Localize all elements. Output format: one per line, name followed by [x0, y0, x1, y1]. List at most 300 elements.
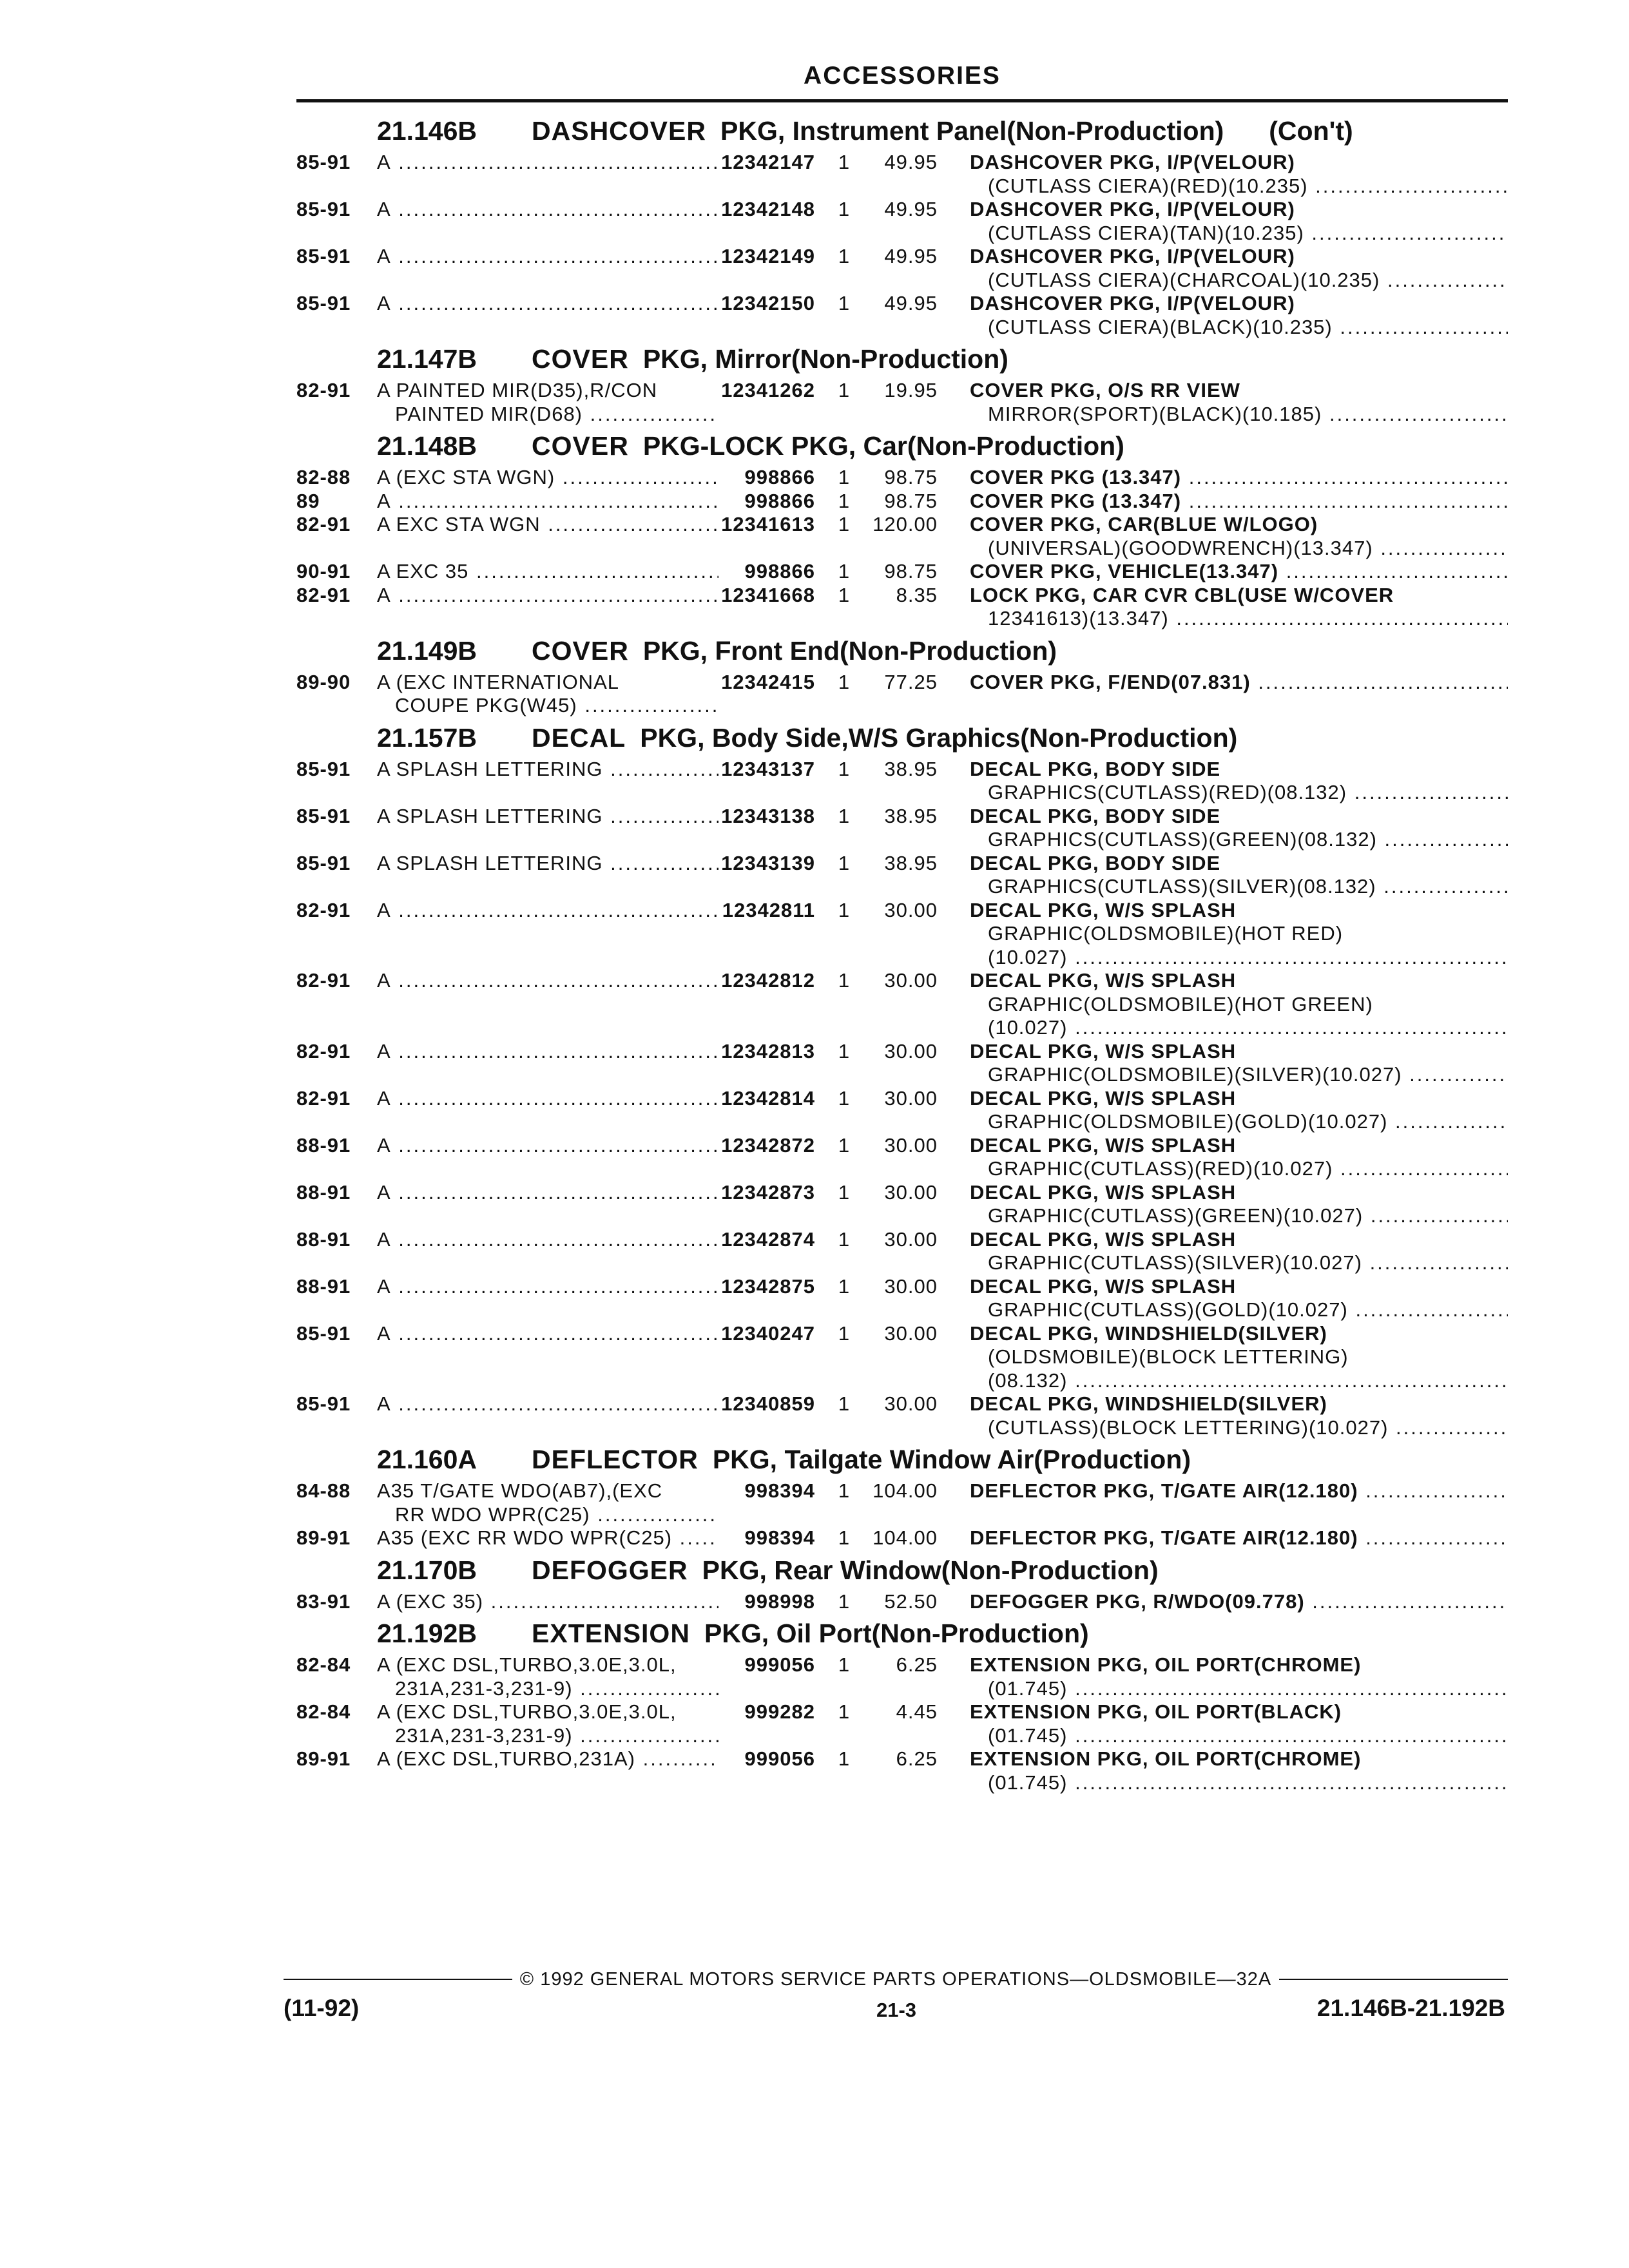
quantity: 1	[838, 1321, 851, 1345]
description-line: GRAPHIC(CUTLASS)(GOLD)(10.027) .....	[970, 1298, 1508, 1322]
table-row	[296, 379, 1508, 426]
model-application	[377, 379, 718, 426]
part-number: 998866	[744, 560, 815, 582]
model-line: A .....	[377, 1275, 718, 1299]
description-line: GRAPHICS(CUTLASS)(SILVER)(08.132) .....	[970, 875, 1508, 899]
part-number: 12342148	[721, 198, 815, 220]
model-years: 84-88	[296, 1479, 351, 1502]
part-number: 12342811	[722, 898, 815, 921]
part-description	[970, 899, 1508, 970]
quantity: 1	[838, 1653, 851, 1676]
model-years: 82-91	[296, 583, 351, 606]
description-line: COVER PKG (13.347) .....	[970, 490, 1508, 514]
description-line: EXTENSION PKG, OIL PORT(CHROME)	[970, 1653, 1362, 1676]
part-description	[970, 671, 1508, 718]
part-number: 998866	[744, 489, 815, 512]
description-line: DASHCOVER PKG, I/P(VELOUR)	[970, 151, 1295, 173]
section-keyword: EXTENSION	[532, 1619, 690, 1648]
quantity: 1	[838, 1274, 851, 1298]
model-application	[377, 805, 718, 852]
section-number: 21.149B	[377, 635, 477, 666]
description-line: (CUTLASS CIERA)(TAN)(10.235) .....	[970, 222, 1508, 245]
table-row	[296, 1747, 1508, 1794]
section-title: PKG, Body Side,W/S Graphics(Non-Production)	[640, 722, 1238, 753]
part-number: 12343139	[721, 851, 815, 874]
price: 52.50	[884, 1590, 938, 1613]
model-application	[377, 899, 718, 970]
model-line: A .....	[377, 1228, 718, 1252]
model-application	[377, 1653, 718, 1700]
table-row	[296, 1181, 1508, 1228]
part-description	[970, 1479, 1508, 1526]
model-years: 88-91	[296, 1180, 351, 1204]
section-heading	[296, 1550, 1508, 1590]
section-keyword: COVER	[532, 431, 629, 461]
section-name	[532, 1555, 1159, 1586]
quantity: 1	[838, 670, 851, 693]
model-line: A SPLASH LETTERING .....	[377, 852, 718, 876]
description-line: (01.745) .....	[970, 1771, 1508, 1795]
model-years: 85-91	[296, 1392, 351, 1415]
description-line: DECAL PKG, W/S SPLASH	[970, 1086, 1237, 1110]
model-line: A .....	[377, 245, 718, 269]
table-row	[296, 1228, 1508, 1275]
model-application	[377, 1275, 718, 1322]
section-name	[532, 1445, 1191, 1475]
part-description	[970, 852, 1508, 899]
description-line: (OLDSMOBILE)(BLOCK LETTERING)	[988, 1345, 1349, 1368]
part-description	[970, 805, 1508, 852]
footer-rule-left	[284, 1979, 512, 1980]
description-line: DECAL PKG, WINDSHIELD(SILVER)	[970, 1321, 1327, 1345]
section-number: 21.147B	[377, 344, 477, 374]
model-years: 82-91	[296, 513, 351, 535]
model-application	[377, 1134, 718, 1181]
quantity: 1	[838, 757, 851, 780]
part-description	[970, 379, 1508, 426]
model-application	[377, 466, 718, 490]
quantity: 1	[838, 1700, 851, 1723]
model-application	[377, 292, 718, 339]
quantity: 1	[838, 1526, 851, 1549]
price: 6.25	[896, 1653, 938, 1676]
description-line: COVER PKG (13.347) .....	[970, 466, 1508, 490]
description-line: (UNIVERSAL)(GOODWRENCH)(13.347) .....	[970, 537, 1508, 561]
model-years: 82-84	[296, 1700, 351, 1723]
model-line: COUPE PKG(W45) .....	[377, 694, 718, 718]
part-description	[970, 1228, 1508, 1275]
section-heading	[296, 718, 1508, 758]
section-heading	[296, 111, 1508, 151]
part-description	[970, 1181, 1508, 1228]
price: 104.00	[872, 1526, 938, 1549]
description-line: GRAPHIC(CUTLASS)(SILVER)(10.027) .....	[970, 1251, 1508, 1275]
part-description	[970, 245, 1508, 292]
part-description	[970, 151, 1508, 198]
description-line: LOCK PKG, CAR CVR CBL(USE W/COVER	[970, 583, 1394, 606]
table-row	[296, 1392, 1508, 1439]
table-row	[296, 758, 1508, 805]
model-line: PAINTED MIR(D68) .....	[377, 403, 718, 427]
quantity: 1	[838, 513, 851, 535]
model-application	[377, 1040, 718, 1087]
model-application	[377, 1087, 718, 1134]
table-row	[296, 560, 1508, 584]
description-line: GRAPHIC(CUTLASS)(GREEN)(10.027) .....	[970, 1204, 1508, 1228]
description-line: COVER PKG, F/END(07.831) .....	[970, 671, 1508, 695]
description-line: (CUTLASS CIERA)(BLACK)(10.235) .....	[970, 316, 1508, 340]
price: 98.75	[884, 466, 938, 488]
model-application	[377, 584, 718, 631]
part-number: 12341613	[721, 513, 815, 535]
section-heading	[296, 1613, 1508, 1653]
model-years: 85-91	[296, 198, 351, 220]
part-description	[970, 584, 1508, 631]
description-line: DEFOGGER PKG, R/WDO(09.778) .....	[970, 1590, 1508, 1614]
quantity: 1	[838, 1479, 851, 1502]
section-title: PKG, Mirror(Non-Production)	[642, 344, 1008, 374]
section-number: 21.148B	[377, 431, 477, 461]
description-line: COVER PKG, O/S RR VIEW	[970, 379, 1240, 401]
model-line: A (EXC INTERNATIONAL	[377, 670, 619, 693]
section-keyword: COVER	[532, 344, 629, 374]
model-application	[377, 1590, 718, 1614]
description-line: DECAL PKG, W/S SPLASH	[970, 969, 1237, 992]
part-description	[970, 1040, 1508, 1087]
table-row	[296, 1479, 1508, 1526]
model-line: A SPLASH LETTERING .....	[377, 758, 718, 782]
part-number: 12342812	[721, 969, 815, 992]
price: 38.95	[884, 804, 938, 827]
model-line: A .....	[377, 198, 718, 222]
description-line: DECAL PKG, W/S SPLASH	[970, 1227, 1237, 1251]
section-name	[532, 723, 1237, 753]
section-title: PKG, Oil Port(Non-Production)	[704, 1619, 1089, 1648]
footer-section-range: 21.146B-21.192B	[1316, 1995, 1505, 2021]
part-number: 12342874	[721, 1227, 815, 1251]
description-line: DECAL PKG, W/S SPLASH	[970, 1133, 1237, 1157]
description-line: EXTENSION PKG, OIL PORT(CHROME)	[970, 1747, 1362, 1770]
part-number: 12342150	[721, 292, 815, 314]
table-row	[296, 245, 1508, 292]
table-row	[296, 1700, 1508, 1747]
price: 49.95	[884, 292, 938, 314]
description-line: DECAL PKG, W/S SPLASH	[970, 1039, 1237, 1062]
price: 49.95	[884, 198, 938, 220]
model-line: A .....	[377, 1392, 718, 1416]
model-years: 85-91	[296, 245, 351, 267]
description-line: GRAPHIC(OLDSMOBILE)(GOLD)(10.027) .....	[970, 1110, 1508, 1134]
model-line: A .....	[377, 584, 718, 608]
table-row	[296, 490, 1508, 514]
model-line: RR WDO WPR(C25) .....	[377, 1503, 718, 1527]
model-years: 82-84	[296, 1653, 351, 1676]
quantity: 1	[838, 198, 851, 220]
table-row	[296, 1087, 1508, 1134]
page-header-title: ACCESSORIES	[804, 62, 1001, 90]
model-years: 89-91	[296, 1526, 351, 1549]
model-years: 89	[296, 489, 320, 512]
model-years: 85-91	[296, 1321, 351, 1345]
table-row	[296, 852, 1508, 899]
quantity: 1	[838, 1590, 851, 1613]
model-application	[377, 969, 718, 1040]
section-name	[532, 344, 1008, 374]
part-number: 12342147	[721, 151, 815, 173]
part-number: 12342415	[721, 670, 815, 693]
part-number: 12342814	[721, 1086, 815, 1110]
model-line: A .....	[377, 969, 718, 993]
description-line: GRAPHICS(CUTLASS)(GREEN)(08.132) .....	[970, 828, 1508, 852]
table-row	[296, 899, 1508, 970]
part-number: 12342872	[721, 1133, 815, 1157]
model-application	[377, 513, 718, 560]
model-application	[377, 1228, 718, 1275]
part-description	[970, 198, 1508, 245]
section-keyword: DEFLECTOR	[532, 1445, 699, 1474]
quantity: 1	[838, 151, 851, 173]
part-description	[970, 490, 1508, 514]
model-application	[377, 852, 718, 899]
footer-copyright: © 1992 GENERAL MOTORS SERVICE PARTS OPERATIONS—OLDSMOBILE—32A	[519, 1968, 1272, 1990]
model-application	[377, 1181, 718, 1228]
table-row	[296, 1526, 1508, 1550]
quantity: 1	[838, 379, 851, 401]
price: 6.25	[896, 1747, 938, 1770]
quantity: 1	[838, 1227, 851, 1251]
part-number: 12343138	[721, 804, 815, 827]
price: 30.00	[884, 1321, 938, 1345]
table-row	[296, 805, 1508, 852]
model-years: 85-91	[296, 804, 351, 827]
description-line: EXTENSION PKG, OIL PORT(BLACK)	[970, 1700, 1342, 1723]
part-number: 999056	[744, 1747, 815, 1770]
part-description	[970, 969, 1508, 1040]
header-rule	[296, 99, 1508, 102]
price: 77.25	[884, 670, 938, 693]
quantity: 1	[838, 1747, 851, 1770]
description-line: GRAPHIC(OLDSMOBILE)(SILVER)(10.027) .....	[970, 1063, 1508, 1087]
table-row	[296, 292, 1508, 339]
model-line: A .....	[377, 1040, 718, 1064]
model-line: A EXC 35 .....	[377, 560, 718, 584]
quantity: 1	[838, 1180, 851, 1204]
model-years: 89-90	[296, 670, 351, 693]
model-years: 82-91	[296, 1039, 351, 1062]
table-row	[296, 198, 1508, 245]
part-number: 12341262	[721, 379, 815, 401]
description-line: DECAL PKG, W/S SPLASH	[970, 1274, 1237, 1298]
table-row	[296, 151, 1508, 198]
quantity: 1	[838, 1039, 851, 1062]
description-line: DEFLECTOR PKG, T/GATE AIR(12.180) .....	[970, 1526, 1508, 1550]
description-line: GRAPHIC(CUTLASS)(RED)(10.027) .....	[970, 1157, 1508, 1181]
part-description	[970, 1700, 1508, 1747]
table-row	[296, 1590, 1508, 1614]
description-line: (CUTLASS CIERA)(RED)(10.235) .....	[970, 175, 1508, 198]
section-title: PKG, Rear Window(Non-Production)	[702, 1555, 1159, 1585]
section-continued: (Con't)	[1269, 116, 1353, 146]
section-number: 21.146B	[377, 116, 477, 146]
description-line: GRAPHIC(OLDSMOBILE)(HOT RED)	[988, 922, 1344, 945]
table-row	[296, 1322, 1508, 1393]
section-keyword: COVER	[532, 635, 629, 666]
model-years: 82-91	[296, 898, 351, 921]
section-heading	[296, 426, 1508, 466]
price: 30.00	[884, 1180, 938, 1204]
price: 98.75	[884, 560, 938, 582]
part-description	[970, 1392, 1508, 1439]
table-row	[296, 1275, 1508, 1322]
model-line: A EXC STA WGN .....	[377, 513, 718, 537]
table-row	[296, 584, 1508, 631]
model-years: 85-91	[296, 151, 351, 173]
footer-rule-right	[1279, 1979, 1508, 1980]
model-line: A .....	[377, 1181, 718, 1205]
model-application	[377, 1392, 718, 1439]
table-row	[296, 1653, 1508, 1700]
quantity: 1	[838, 1392, 851, 1415]
model-application	[377, 151, 718, 198]
description-line: DASHCOVER PKG, I/P(VELOUR)	[970, 245, 1295, 267]
part-number: 998394	[744, 1479, 815, 1502]
description-line: DECAL PKG, W/S SPLASH	[970, 898, 1237, 921]
model-application	[377, 490, 718, 514]
description-line: DECAL PKG, BODY SIDE	[970, 804, 1221, 827]
quantity: 1	[838, 489, 851, 512]
price: 19.95	[884, 379, 938, 401]
model-line: A35 T/GATE WDO(AB7),(EXC	[377, 1479, 663, 1502]
part-number: 12342813	[721, 1039, 815, 1062]
model-application	[377, 198, 718, 245]
part-number: 12342875	[721, 1274, 815, 1298]
footer-copyright-line	[284, 1966, 1508, 1992]
model-application	[377, 1747, 718, 1794]
section-title: PKG, Tailgate Window Air(Production)	[712, 1445, 1191, 1474]
quantity: 1	[838, 1133, 851, 1157]
description-line: (01.745) .....	[970, 1677, 1508, 1701]
part-description	[970, 466, 1508, 490]
section-heading	[296, 1439, 1508, 1479]
section-number: 21.170B	[377, 1555, 477, 1585]
price: 38.95	[884, 757, 938, 780]
quantity: 1	[838, 583, 851, 606]
model-line: A PAINTED MIR(D35),R/CON	[377, 379, 658, 401]
description-line: DASHCOVER PKG, I/P(VELOUR)	[970, 292, 1295, 314]
model-line: A .....	[377, 1134, 718, 1158]
section-number: 21.157B	[377, 722, 477, 753]
model-application	[377, 245, 718, 292]
part-description	[970, 1322, 1508, 1393]
part-description	[970, 1590, 1508, 1614]
model-line: A .....	[377, 151, 718, 175]
model-line: A .....	[377, 1322, 718, 1346]
table-row	[296, 513, 1508, 560]
model-application	[377, 560, 718, 584]
model-application	[377, 758, 718, 805]
description-line: (CUTLASS CIERA)(CHARCOAL)(10.235) .....	[970, 269, 1508, 293]
part-number: 12342149	[721, 245, 815, 267]
part-description	[970, 1087, 1508, 1134]
quantity: 1	[838, 292, 851, 314]
model-application	[377, 1700, 718, 1747]
price: 8.35	[896, 583, 938, 606]
description-line: (10.027) .....	[970, 1016, 1508, 1040]
model-years: 82-91	[296, 969, 351, 992]
quantity: 1	[838, 1086, 851, 1110]
model-years: 88-91	[296, 1274, 351, 1298]
model-years: 90-91	[296, 560, 351, 582]
part-number: 998866	[744, 466, 815, 488]
quantity: 1	[838, 851, 851, 874]
description-line: COVER PKG, CAR(BLUE W/LOGO)	[970, 513, 1318, 535]
part-description	[970, 1134, 1508, 1181]
part-description	[970, 1526, 1508, 1550]
price: 30.00	[884, 969, 938, 992]
table-row	[296, 969, 1508, 1040]
section-keyword: DASHCOVER	[532, 116, 706, 146]
quantity: 1	[838, 560, 851, 582]
model-years: 83-91	[296, 1590, 351, 1613]
model-line: A (EXC DSL,TURBO,231A) .....	[377, 1747, 718, 1771]
part-description	[970, 1653, 1508, 1700]
part-number: 998394	[744, 1526, 815, 1549]
model-line: A .....	[377, 490, 718, 514]
model-application	[377, 671, 718, 718]
description-line: DASHCOVER PKG, I/P(VELOUR)	[970, 198, 1295, 220]
part-number: 12340247	[721, 1321, 815, 1345]
price: 30.00	[884, 1274, 938, 1298]
price: 49.95	[884, 245, 938, 267]
footer-page-number: 21-3	[876, 1999, 917, 2021]
model-application	[377, 1322, 718, 1393]
table-row	[296, 1040, 1508, 1087]
description-line: MIRROR(SPORT)(BLACK)(10.185) .....	[970, 403, 1508, 427]
parts-listing	[296, 111, 1508, 1794]
section-keyword: DEFOGGER	[532, 1555, 688, 1585]
part-description	[970, 758, 1508, 805]
price: 120.00	[872, 513, 938, 535]
model-line: 231A,231-3,231-9) .....	[377, 1724, 718, 1748]
model-years: 89-91	[296, 1747, 351, 1770]
description-line: (CUTLASS)(BLOCK LETTERING)(10.027) .....	[970, 1416, 1508, 1440]
description-line: COVER PKG, VEHICLE(13.347) .....	[970, 560, 1508, 584]
price: 30.00	[884, 1086, 938, 1110]
description-line: DECAL PKG, BODY SIDE	[970, 851, 1221, 874]
part-number: 999282	[744, 1700, 815, 1723]
price: 30.00	[884, 1227, 938, 1251]
model-years: 88-91	[296, 1227, 351, 1251]
section-number: 21.160A	[377, 1445, 477, 1474]
quantity: 1	[838, 466, 851, 488]
section-name	[532, 431, 1124, 461]
price: 30.00	[884, 1392, 938, 1415]
model-line: A (EXC 35) .....	[377, 1590, 718, 1614]
description-line: 12341613)(13.347) .....	[970, 607, 1508, 631]
model-line: 231A,231-3,231-9) .....	[377, 1677, 718, 1701]
model-line: A (EXC STA WGN) .....	[377, 466, 718, 490]
section-name	[532, 636, 1057, 666]
model-years: 88-91	[296, 1133, 351, 1157]
model-years: 82-91	[296, 1086, 351, 1110]
part-description	[970, 1275, 1508, 1322]
model-years: 82-88	[296, 466, 351, 488]
model-line: A (EXC DSL,TURBO,3.0E,3.0L,	[377, 1653, 677, 1676]
part-number: 12341668	[721, 583, 815, 606]
description-line: (10.027) .....	[970, 946, 1508, 970]
table-row	[296, 671, 1508, 718]
footer-date: (11-92)	[284, 1995, 360, 2021]
